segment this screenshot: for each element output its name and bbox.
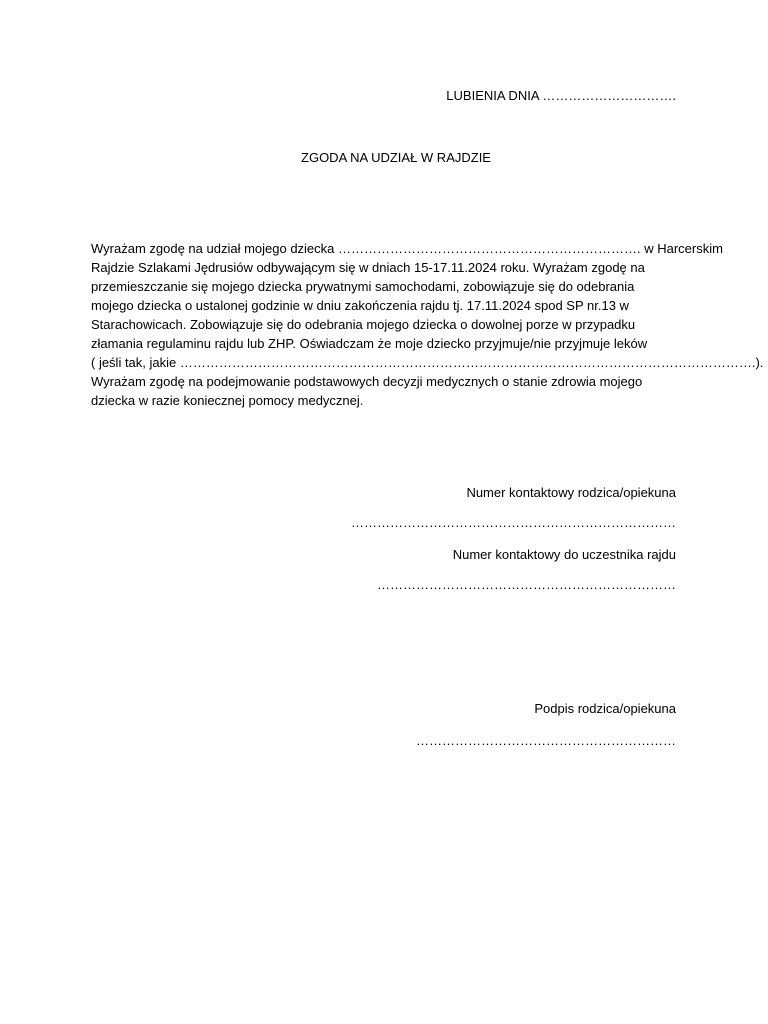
signature-field: …………………………………………………… [416, 733, 676, 748]
document-title: ZGODA NA UDZIAŁ W RAJDZIE [301, 150, 491, 165]
paragraph-line: Starachowicach. Zobowiązuje się do odebrania mojego dziecka o dowolnej porze w przypadku [91, 317, 636, 332]
signature-label: Podpis rodzica/opiekuna [534, 701, 676, 716]
date-line: LUBIENIA DNIA …………………………. [446, 88, 676, 103]
paragraph-line: przemieszczanie się mojego dziecka prywatnymi samochodami, zobowiązuje się do odebrania [91, 279, 635, 294]
consent-paragraph [91, 239, 764, 410]
participant-contact-field: …………………………………………………………… [377, 577, 676, 592]
paragraph-line: Wyrażam zgodę na podejmowanie podstawowych decyzji medycznych o stanie zdrowia mojego [91, 374, 643, 389]
paragraph-line: ( jeśli tak, jakie …………………………………………………………………………………………………………………….). [91, 355, 764, 370]
paragraph-line: Wyrażam zgodę na udział mojego dziecka ……………………………………………………………. w Harcerskim [91, 241, 723, 256]
participant-contact-label: Numer kontaktowy do uczestnika rajdu [452, 547, 676, 562]
paragraph-line: dziecka w razie koniecznej pomocy medycznej. [91, 393, 364, 408]
paragraph-line: mojego dziecka o ustalonej godzinie w dniu zakończenia rajdu tj. 17.11.2024 spod SP nr.13 w [91, 298, 629, 313]
parent-contact-field: ………………………………………………………………… [351, 515, 676, 530]
paragraph-line: Rajdzie Szlakami Jędrusiów odbywającym się w dniach 15-17.11.2024 roku. Wyrażam zgodę na [91, 260, 645, 275]
parent-contact-label: Numer kontaktowy rodzica/opiekuna [466, 485, 676, 500]
paragraph-line: złamania regulaminu rajdu lub ZHP. Oświadczam że moje dziecko przyjmuje/nie przyjmuje leków [91, 336, 648, 351]
